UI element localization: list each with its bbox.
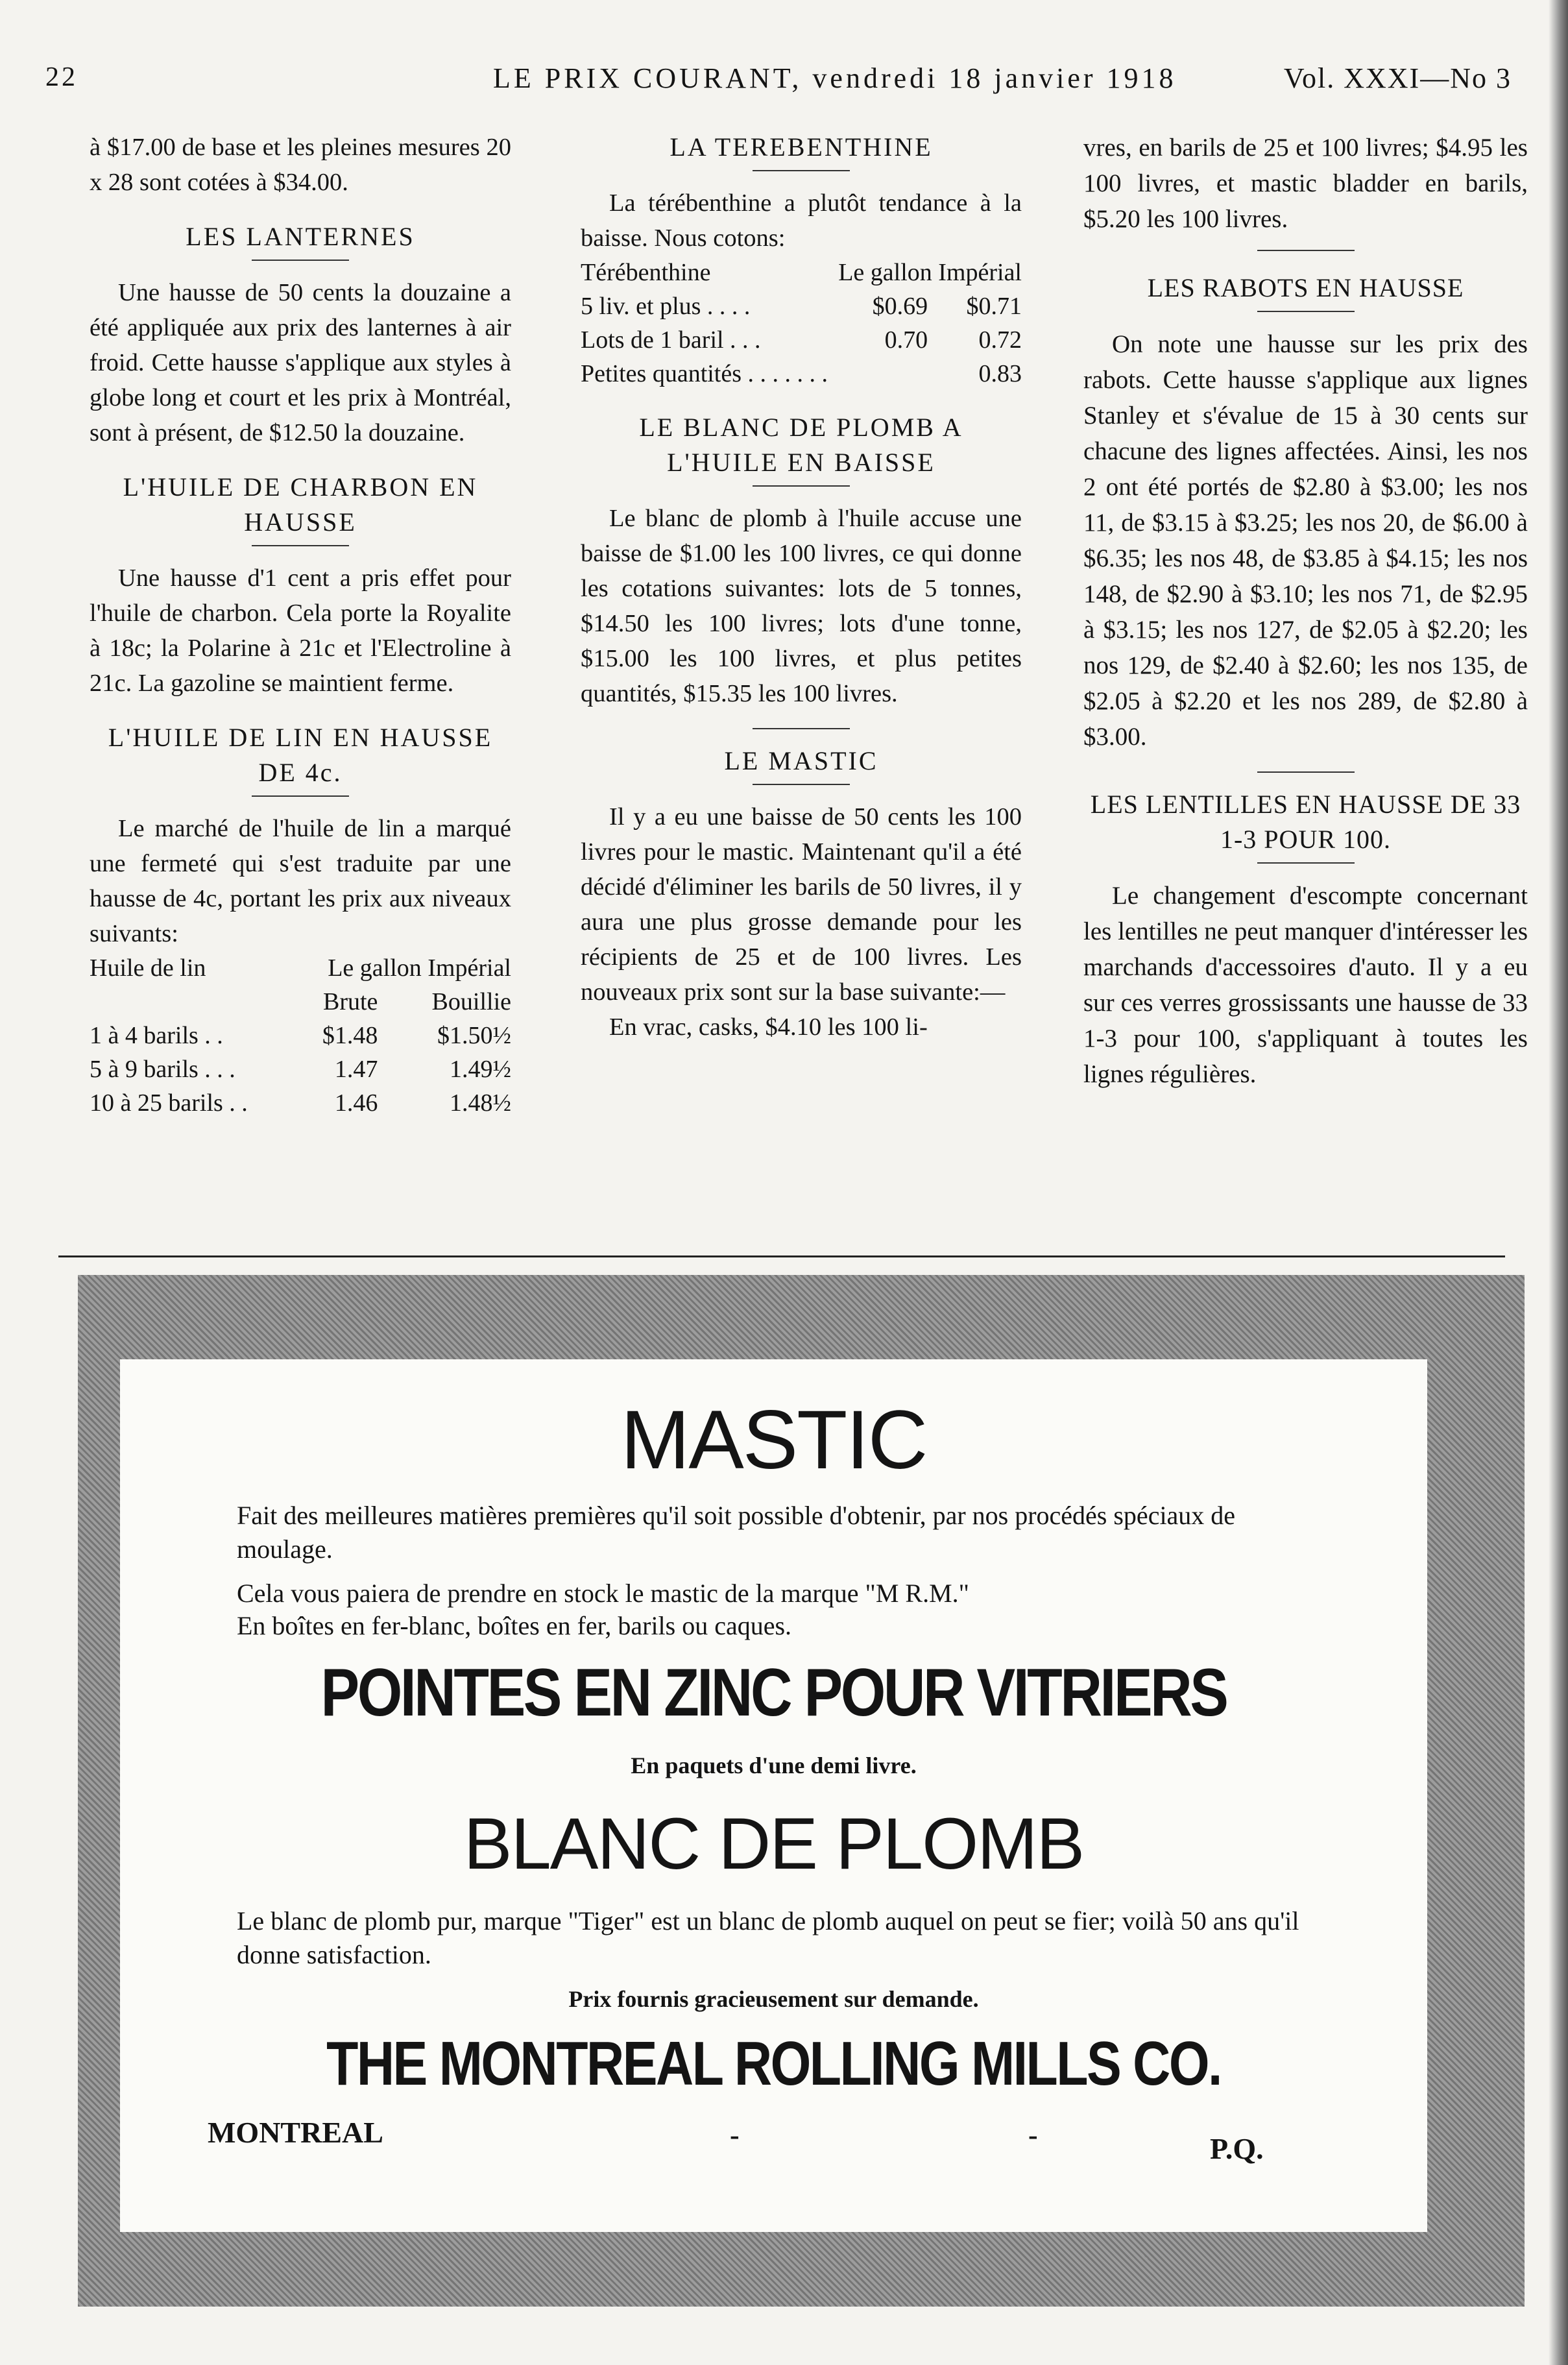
table-cell: Bouillie (431, 988, 511, 1015)
rabots-paragraph: On note une hausse sur les prix des rabots. Cette hausse s'applique aux lignes Stanley et s'évalue de 15 à 30 cents sur chacune des lignes affectées. Ainsi, les nos 2 ont été portés de $2.80 à $3.00; les nos 11, de $3.15 à $3.25; les nos 20, de $6.00 à $6.35; les nos 48, de $3.85 à $4.15; les nos 148, de $2.90 à $3.10; les nos 71, de $2.95 à $3.15; les nos 127, de $2.05 à $2.20; les nos 129, de $2.40 à $2.60; les nos 135, de $2.05 à $2.20 et les nos 289, de $2.80 à $3.00. (1083, 330, 1528, 751)
table-subheader-row (90, 985, 511, 1019)
terebenthine-heading: LA TEREBENTHINE (669, 132, 933, 162)
mastic-continuation: vres, en barils de 25 et 100 livres; $4.95 les 100 livres, et mastic bladder en barils, $5.20 les 100 livres. (1083, 134, 1528, 233)
table-row (90, 1019, 511, 1052)
table-cell: 5 liv. et plus . . . . (581, 293, 751, 320)
lentilles-paragraph: Le changement d'escompte concernant les lentilles ne peut manquer d'intéresser les marchands d'accessoires d'auto. Il y a eu sur ces verres grossissants une hausse de 33 1-3 pour 100, s'appliquant à toutes les lignes régulières. (1083, 882, 1528, 1088)
table-cell: Térébenthine (581, 259, 711, 286)
ad-pointes-subheading: En paquets d'une demi livre. (631, 1753, 917, 1778)
table-cell: Le gallon Impérial (838, 259, 1022, 286)
ad-mastic-line-2: Cela vous paiera de prendre en stock le mastic de la marque "M R.M." (237, 1579, 969, 1608)
table-cell: 1.46 (334, 1089, 378, 1117)
table-cell: 1.48½ (450, 1089, 511, 1117)
newspaper-title: LE PRIX COURANT, vendredi 18 janvier 1918 (493, 62, 1177, 94)
page-number: 22 (45, 62, 78, 92)
volume-number: Vol. XXXI—No 3 (1283, 62, 1512, 94)
table-cell: 10 à 25 barils . . (90, 1089, 248, 1117)
divider (1257, 862, 1355, 864)
lanternes-heading: LES LANTERNES (186, 222, 415, 251)
mastic-heading: LE MASTIC (724, 746, 878, 775)
table-row (90, 1052, 511, 1086)
column-1 (90, 130, 511, 1233)
divider (252, 260, 349, 261)
divider (753, 170, 850, 171)
table-cell (834, 357, 928, 391)
table-cell: Huile de lin (90, 954, 206, 982)
ad-mastic-heading: MASTIC (620, 1394, 927, 1486)
table-header-row (581, 256, 1022, 289)
table-cell: Le gallon Impérial (328, 954, 511, 982)
table-row (581, 357, 1022, 391)
page-edge-shadow (1549, 0, 1568, 2365)
plomb-paragraph: Le blanc de plomb à l'huile accuse une baisse de $1.00 les 100 livres, ce qui donne les cotations suivantes: lots de 5 tonnes, $14.50 les 100 livres; lots d'une tonne, $15.00 les 100 livres, et plus petites quantités, $15.35 les 100 livres. (581, 505, 1022, 707)
ad-plomb-text: Le blanc de plomb pur, marque "Tiger" est un blanc de plomb auquel on peut se fier; voilà 50 ans qu'il donne satisfaction. (237, 1906, 1299, 1969)
column-2 (581, 130, 1022, 1233)
table-cell: 0.83 (978, 360, 1022, 387)
divider (252, 545, 349, 546)
table-cell: 1.49½ (450, 1056, 511, 1083)
divider (1257, 771, 1355, 773)
ad-pointes-heading: POINTES EN ZINC POUR VITRIERS (320, 1655, 1227, 1730)
divider (252, 795, 349, 797)
table-row (581, 289, 1022, 323)
table-cell: 5 à 9 barils . . . (90, 1056, 235, 1083)
table-cell: $1.50½ (437, 1022, 511, 1049)
terebenthine-paragraph: La térébenthine a plutôt tendance à la baisse. Nous cotons: (581, 189, 1022, 252)
ad-separator-1: - (730, 2119, 740, 2151)
table-cell: $0.69 (872, 293, 928, 320)
table-row (90, 1086, 511, 1120)
charbon-paragraph: Une hausse d'1 cent a pris effet pour l'huile de charbon. Cela porte la Royalite à 18c; la Polarine à 21c et l'Electroline à 21c. La gazoline se maintient ferme. (90, 564, 511, 697)
divider (753, 784, 850, 785)
lanternes-paragraph: Une hausse de 50 cents la douzaine a été appliquée aux prix des lanternes à air froid. Cette hausse s'applique aux styles à globe long et court et les prix à Montréal, sont à présent, de $12.50 la douzaine. (90, 279, 511, 446)
table-cell: 0.72 (978, 326, 1022, 354)
divider (1257, 311, 1355, 312)
table-row (581, 323, 1022, 357)
lentilles-heading: LES LENTILLES EN HAUSSE DE 33 1-3 POUR 100. (1090, 790, 1521, 854)
table-header-row (90, 951, 511, 985)
table-cell: $1.48 (322, 1022, 378, 1049)
section-separator (58, 1255, 1505, 1257)
table-cell: Brute (322, 988, 378, 1015)
ad-province: P.Q. (1210, 2132, 1264, 2165)
ad-city: MONTREAL (208, 2116, 383, 2149)
mastic-paragraph: Il y a eu une baisse de 50 cents les 100 livres pour le mastic. Maintenant qu'il a été décidé d'éliminer les barils de 50 livres, il y aura une plus grosse demande pour les récipients de 25 et de 100 livres. Les nouveaux prix sont sur la base suivante:— (581, 803, 1022, 1006)
page-header (26, 62, 1525, 107)
table-cell (90, 985, 285, 1019)
table-cell: 1.47 (334, 1056, 378, 1083)
lin-price-table (90, 951, 511, 1120)
ad-prices-note: Prix fournis gracieusement sur demande. (568, 1986, 979, 2012)
lin-heading: L'HUILE DE LIN EN HAUSSE DE 4c. (108, 723, 493, 787)
table-cell: 0.70 (884, 326, 928, 354)
intro-paragraph: à $17.00 de base et les pleines mesures 20 x 28 sont cotées à $34.00. (90, 134, 511, 196)
ad-mastic-line-1: Fait des meilleures matières premières qu'il soit possible d'obtenir, par nos procédés spéciaux de moulage. (237, 1501, 1236, 1564)
mastic-paragraph-tail: En vrac, casks, $4.10 les 100 li- (609, 1013, 928, 1041)
column-3 (1083, 130, 1528, 1233)
divider (1257, 250, 1355, 251)
table-cell: $0.71 (966, 293, 1022, 320)
table-cell: Lots de 1 baril . . . (581, 326, 761, 354)
divider (753, 728, 850, 729)
table-cell: 1 à 4 barils . . (90, 1022, 223, 1049)
terebenthine-price-table (581, 256, 1022, 391)
ad-company-name: THE MONTREAL ROLLING MILLS CO. (326, 2029, 1221, 2098)
advertisement (120, 1359, 1427, 2232)
ad-plomb-heading: BLANC DE PLOMB (463, 1803, 1084, 1884)
ad-mastic-line-3: En boîtes en fer-blanc, boîtes en fer, barils ou caques. (237, 1611, 792, 1640)
table-cell: Petites quantités . . . . . . . (581, 360, 828, 387)
ad-separator-2: - (1028, 2119, 1038, 2151)
lin-paragraph: Le marché de l'huile de lin a marqué une fermeté qui s'est traduite par une hausse de 4c, portant les prix aux niveaux suivants: (90, 815, 511, 947)
rabots-heading: LES RABOTS EN HAUSSE (1147, 273, 1464, 302)
charbon-heading: L'HUILE DE CHARBON EN HAUSSE (123, 472, 478, 537)
divider (753, 485, 850, 487)
plomb-heading: LE BLANC DE PLOMB A L'HUILE EN BAISSE (639, 413, 963, 477)
